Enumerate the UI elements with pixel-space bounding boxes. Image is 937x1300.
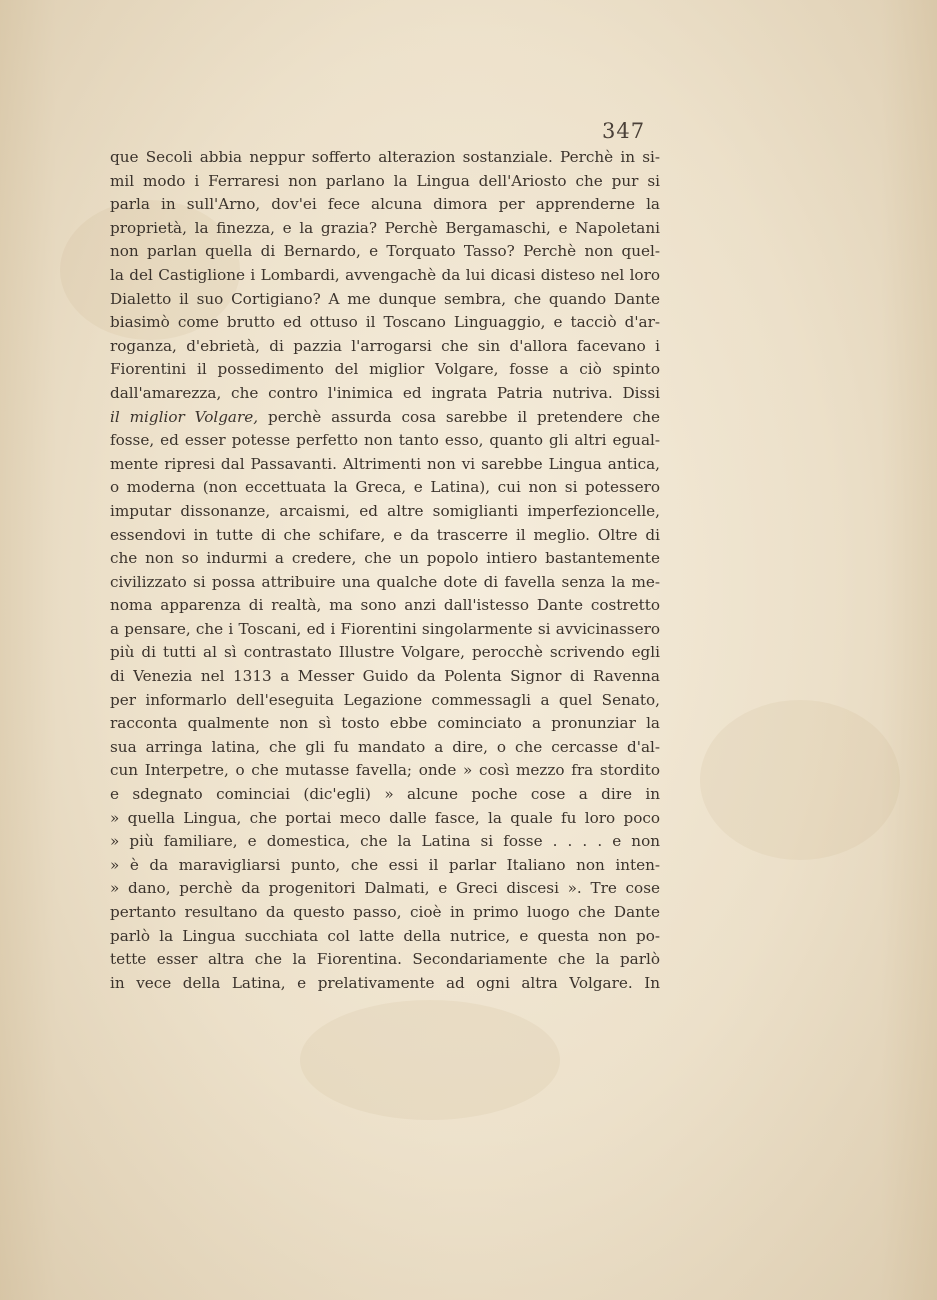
text-line: dall'amarezza, che contro l'inimica ed ingrata Patria nutriva. Dissi — [110, 383, 660, 402]
text-line: » quella Lingua, che portai meco dalle fasce, la quale fu loro poco — [110, 808, 660, 827]
paper-stain — [300, 1000, 560, 1120]
paper-stain — [700, 700, 900, 860]
text-line: non parlan quella di Bernardo, e Torquato Tasso? Perchè non quel- — [110, 242, 660, 261]
text-line: in vece della Latina, e prelativamente ad ogni altra Volgare. In — [110, 973, 660, 992]
text-line: più di tutti al sì contrastato Illustre Volgare, perocchè scrivendo egli — [110, 643, 660, 662]
text-line: Dialetto il suo Cortigiano? A me dunque sembra, che quando Dante — [110, 289, 660, 308]
text-line: noma apparenza di realtà, ma sono anzi dall'istesso Dante costretto — [110, 596, 660, 615]
text-line: imputar dissonanze, arcaismi, ed altre somiglianti imperfezioncelle, — [110, 501, 660, 520]
text-line: e sdegnato cominciai (dic'egli) » alcune poche cose a dire in — [110, 785, 660, 804]
text-line: mil modo i Ferraresi non parlano la Lingua dell'Ariosto che pur si — [110, 171, 660, 190]
text-line: che non so indurmi a credere, che un popolo intiero bastantemente — [110, 549, 660, 568]
text-line: pertanto resultano da questo passo, cioè in primo luogo che Dante — [110, 903, 660, 921]
text-line: di Venezia nel 1313 a Messer Guido da Polenta Signor di Ravenna — [110, 667, 660, 686]
text-line-italic — [110, 406, 660, 430]
text-line: per informarlo dell'eseguita Legazione commessagli a quel Senato, — [110, 690, 660, 709]
text-line: racconta qualmente non sì tosto ebbe cominciato a pronunziar la — [110, 714, 660, 733]
text-line: a pensare, che i Toscani, ed i Fiorentini singolarmente si avvicinassero — [110, 619, 660, 638]
text-line: Fiorentini il possedimento del miglior Volgare, fosse a ciò spinto — [110, 360, 660, 379]
italic-phrase: il miglior Volgare, — [110, 407, 259, 426]
body-text — [110, 146, 660, 995]
text-line: essendovi in tutte di che schifare, e da trascerre il meglio. Oltre di — [110, 525, 660, 544]
text-line: la del Castiglione i Lombardi, avvengachè da lui dicasi disteso nel loro — [110, 265, 660, 284]
text-line: parlò la Lingua succhiata col latte della nutrice, e questa non po- — [110, 926, 660, 945]
text-line: biasimò come brutto ed ottuso il Toscano Linguaggio, e tacciò d'ar- — [110, 313, 660, 332]
text-line: » è da maravigliarsi punto, che essi il parlar Italiano non inten- — [110, 855, 660, 874]
text-line: » più familiare, e domestica, che la Latina si fosse . . . . e non — [110, 832, 660, 851]
text-line: o moderna (non eccettuata la Greca, e Latina), cui non si potessero — [110, 478, 660, 497]
text-line: proprietà, la finezza, e la grazia? Perchè Bergamaschi, e Napoletani — [110, 218, 660, 237]
text-line: parla in sull'Arno, dov'ei fece alcuna dimora per apprenderne la — [110, 195, 660, 214]
text-line: que Secoli abbia neppur sofferto alterazion sostanziale. Perchè in si- — [110, 148, 660, 166]
text-line: mente ripresi dal Passavanti. Altrimenti non vi sarebbe Lingua antica, — [110, 454, 660, 473]
text-line: roganza, d'ebrietà, di pazzia l'arrogarsi che sin d'allora facevano i — [110, 336, 660, 355]
text-line: civilizzato si possa attribuire una qualche dote di favella senza la me- — [110, 572, 660, 591]
text-line: cun Interpetre, o che mutasse favella; onde » così mezzo fra stordito — [110, 761, 660, 780]
text-line: tette esser altra che la Fiorentina. Secondariamente che la parlò — [110, 950, 660, 969]
page-number: 347 — [602, 119, 646, 143]
text-line: sua arringa latina, che gli fu mandato a dire, o che cercasse d'al- — [110, 737, 660, 756]
text-line: fosse, ed esser potesse perfetto non tanto esso, quanto gli altri egual- — [110, 431, 660, 450]
text-line-rest: perchè assurda cosa sarebbe il pretendere che — [258, 407, 660, 426]
text-line: » dano, perchè da progenitori Dalmati, e Greci discesi ». Tre cose — [110, 879, 660, 898]
